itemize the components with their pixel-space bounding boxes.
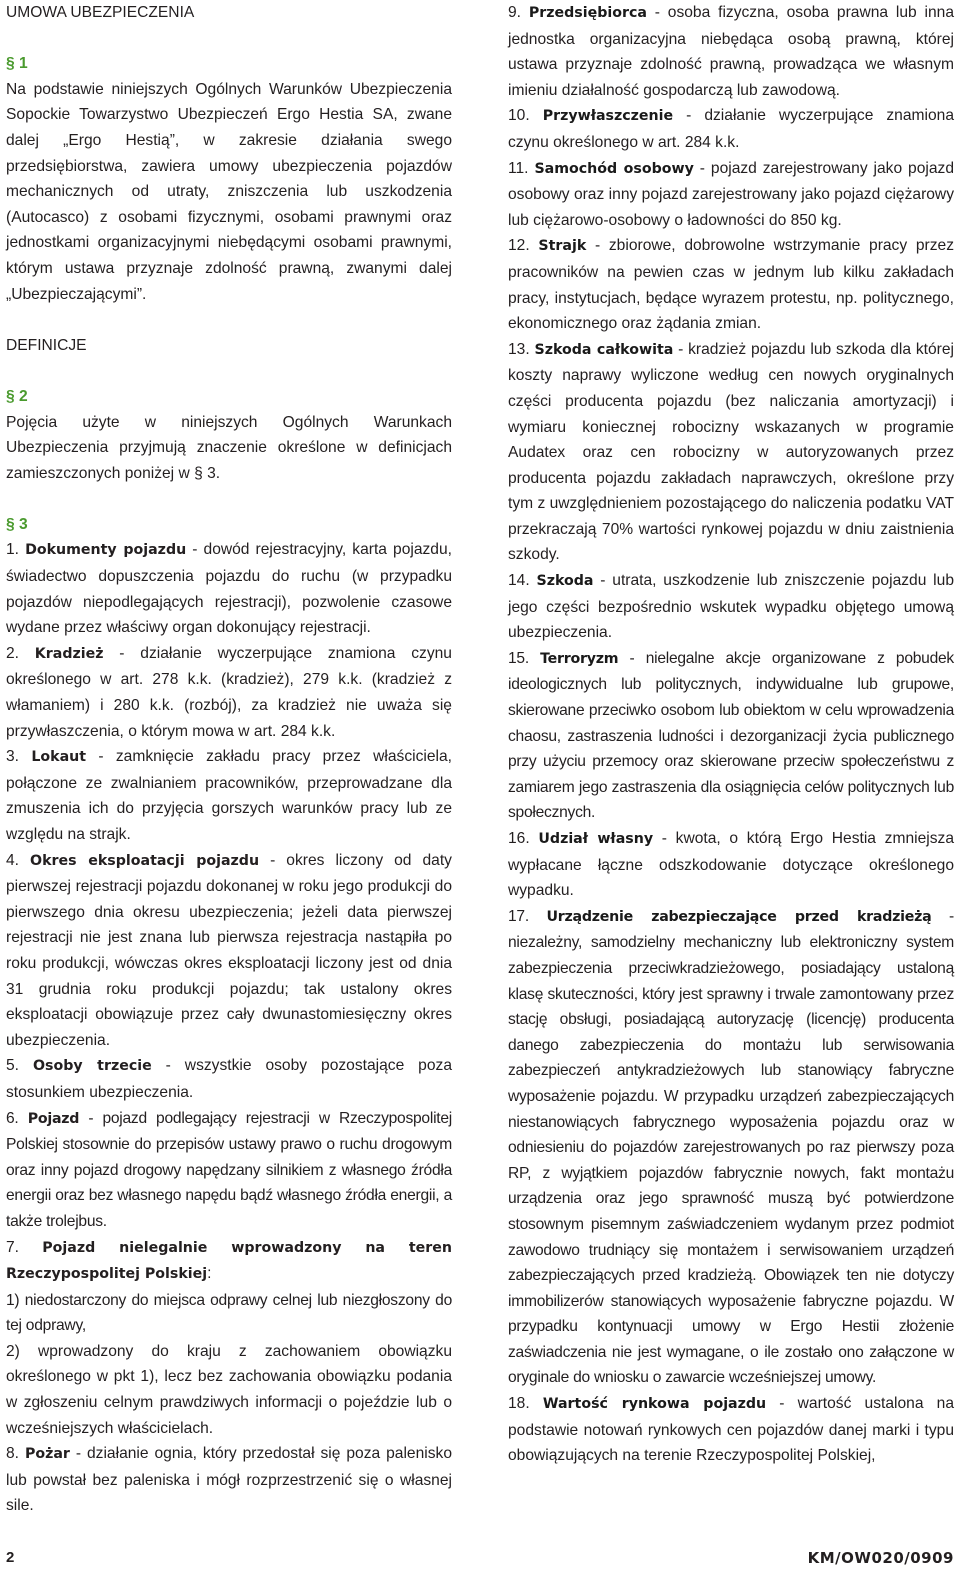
definition-term: Terroryzm	[540, 650, 619, 667]
definition-term: Pożar	[24, 1446, 70, 1463]
definition-item: 10. Przywłaszczenie - działanie wyczerpujące znamiona czynu określonego w art. 284 k.k.	[508, 107, 954, 151]
definition-item: 9. Przedsiębiorca - osoba fizyczna, osoba prawna lub inna jednostka organizacyjna niebędąca osobą prawną, której ustawa przyznaje zdolność prawną, prowadząca we własnym imieniu działalność gospodarczą lub zawodową.	[508, 4, 954, 99]
left-column	[6, 0, 452, 1519]
definition-term: Szkoda całkowita	[534, 341, 674, 358]
definition-term: Wartość rynkowa pojazdu	[542, 1396, 767, 1413]
definition-term: Pojazd	[27, 1110, 80, 1127]
definition-item: 6. Pojazd - pojazd podlegający rejestracji w Rzeczypospolitej Polskiej stosownie do przepisów ustawy prawo o ruchu drogowym oraz inny pojazd drogowy napędzany silnikiem z własnego źródła energii oraz bez własnego napędu bądź własnego źródła energii, a także trolejbus.	[6, 1109, 453, 1230]
definition-item: 18. Wartość rynkowa pojazdu - wartość ustalona na podstawie notowań rynkowych cen pojazdów danej marki i typu obowiązujących na terenie Rzeczypospolitej Polskiej,	[508, 1395, 954, 1465]
definition-item: 7. Pojazd nielegalnie wprowadzony na teren Rzeczypospolitej Polskiej:	[6, 1238, 452, 1283]
section-3-mark: § 3	[6, 515, 28, 533]
definition-item: 15. Terroryzm - nielegalne akcje organizowane z pobudek ideologicznych lub politycznych, indywidualne lub grupowe, skierowane przeciwko osobom lub obiektom w celu wprowadzenia chaosu, zastraszenia ludności i dezorganizacji życia publicznego przy użyciu przemocy oraz skierowane przeciw społeczeństwu z zamiarem jego zastraszenia dla osiągnięcia celów politycznych lub społecznych.	[508, 649, 954, 822]
definition-term: Samochód osobowy	[534, 160, 694, 177]
document-title: UMOWA UBEZPIECZENIA	[6, 4, 195, 21]
right-column	[508, 0, 954, 1469]
definition-subitem: 2) wprowadzony do kraju z zachowaniem obowiązku określonego w pkt 1), lecz bez zachowania obowiązku podania w zgłoszeniu celnym prawdziwych informacji o pojeździe lub o wcześniejszych właścicielach.	[6, 1342, 452, 1437]
definition-item: 12. Strajk - zbiorowe, dobrowolne wstrzymanie pracy przez pracowników na pewien czas w jednym lub kilku zakładach pracy, instytucjach, będące wyrazem protestu, np. politycznego, ekonomicznego oraz żądania zmian.	[508, 237, 954, 333]
page-number: 2	[6, 1549, 15, 1566]
definition-item: 4. Okres eksploatacji pojazdu - okres liczony od daty pierwszej rejestracji pojazdu dokonanej w roku jego produkcji do pierwszego dnia okresu ubezpieczenia; jeżeli data pierwszej rejestracji nie jest znana lub pierwsza rejestracja nastąpiła po roku produkcji, wówczas okres eksploatacji liczony jest od dnia 31 grudnia roku produkcji pojazdu; tak ustalony okres eksploatacji obowiązuje przez cały dwunastomiesięczny okres ubezpieczenia.	[6, 851, 452, 1049]
definition-term: Kradzież	[34, 645, 104, 662]
definition-term: Urządzenie zabezpieczające przed kradzieżą	[546, 908, 932, 925]
definition-item: 5. Osoby trzecie - wszystkie osoby pozostające poza stosunkiem ubezpieczenia.	[6, 1057, 452, 1101]
definition-term: Strajk	[538, 238, 587, 255]
definition-term: Pojazd nielegalnie wprowadzony na teren Rzeczypospolitej Polskiej	[6, 1239, 452, 1283]
definition-item: 1. Dokumenty pojazdu - dowód rejestracyjny, karta pojazdu, świadectwo dopuszczenia pojazdu do ruchu (w przypadku pojazdów niepodlegających rejestracji), pozwolenie czasowe wydane przez właściwy organ dokonujący rejestracji.	[6, 541, 452, 637]
definition-item: 13. Szkoda całkowita - kradzież pojazdu lub szkoda dla której koszty naprawy wyliczone według cen nowych oryginalnych części producenta pojazdu (bez naliczania amortyzacji) i wymiaru koniecznej robocizny wskazanych w programie Audatex oraz cen robocizny w autoryzowanych przez producenta pojazdu zakładach naprawczych, określone przy tym z uwzględnieniem pozostającego do naliczenia podatku VAT przekraczają 70% wartości rynkowej pojazdu w dniu zaistnienia szkody.	[508, 340, 954, 564]
definition-item: 3. Lokaut - zamknięcie zakładu pracy przez właściciela, połączone ze zwalnianiem pracowników, przeprowadzane dla zmuszenia ich do przyjęcia gorszych warunków pracy lub ze względu na strajk.	[6, 748, 452, 843]
definition-item: 17. Urządzenie zabezpieczające przed kradzieżą - niezależny, samodzielny mechaniczny lub elektroniczny system zabezpieczenia przeciwkradzieżowego, posiadający ustaloną klasę skuteczności, który jest sprawny i trwale zamontowany przez stację obsługi, posiadającą autoryzację (licencję) producenta danego zabezpieczenia do montażu lub serwisowania zabezpieczeń antykradzieżowych lub stanowiący fabryczne wyposażenie pojazdu. W przypadku urządzeń zabezpieczających niestanowiących fabrycznego wyposażenia pojazdu oraz w odniesieniu do pojazdów zarejestrowanych po raz pierwszy poza RP, z wyjątkiem pojazdów fabrycznie nowych, fakt montażu urządzenia oraz jego sprawność muszą być potwierdzone stosownym pisemnym zaświadczeniem wydanym przez podmiot zawodowo trudniący się montażem i serwisowaniem urządzeń zabezpieczających przed kradzieżą. Obowiązek ten nie dotyczy immobilizerów stanowiących wyposażenie fabryczne pojazdu. W przypadku kontynuacji umowy w Ergo Hestii złożenie zaświadczenia nie jest wymagane, o ile zostało ono załączone w oryginale do wniosku o zawarcie wcześniejszej umowy.	[508, 907, 954, 1387]
section-1-mark: § 1	[6, 55, 28, 73]
section-2-text: Pojęcia użyte w niniejszych Ogólnych Warunkach Ubezpieczenia przyjmują znaczenie określone w definicjach zamieszczonych poniżej w § 3.	[6, 413, 452, 482]
definition-item: 16. Udział własny - kwota, o którą Ergo Hestia zmniejsza wypłacane łączne odszkodowanie dotyczące określonego wypadku.	[508, 830, 954, 900]
definition-term: Dokumenty pojazdu	[25, 542, 187, 559]
definition-term: Przywłaszczenie	[542, 108, 674, 125]
definition-term: Przedsiębiorca	[528, 5, 647, 21]
section-2-mark: § 2	[6, 387, 28, 405]
definition-term: Szkoda	[536, 573, 594, 590]
definition-term: Osoby trzecie	[32, 1058, 152, 1075]
definitions-heading: DEFINICJE	[6, 336, 87, 354]
definition-subitem: 1) niedostarczony do miejsca odprawy celnej lub niezgłoszony do tej odprawy,	[6, 1291, 452, 1335]
definition-term: Lokaut	[31, 749, 87, 766]
definition-item: 11. Samochód osobowy - pojazd zarejestrowany jako pojazd osobowy oraz inny pojazd zarejestrowany jako pojazd ciężarowy lub ciężarowo-osobowy o ładowności do 850 kg.	[508, 159, 954, 229]
definition-item: 8. Pożar - działanie ognia, który przedostał się poza palenisko lub powstał bez paleniska i mógł rozprzestrzenić się o własnej sile.	[6, 1445, 452, 1515]
section-1-text: Na podstawie niniejszych Ogólnych Warunków Ubezpieczenia Sopockie Towarzystwo Ubezpieczeń Ergo Hestia SA, zwane dalej „Ergo Hestią”, w zakresie działania swego przedsiębiorstwa, zawiera umowy ubezpieczenia pojazdów mechanicznych od utraty, zniszczenia lub uszkodzenia (Autocasco) z osobami fizycznymi, osobami prawnymi oraz jednostkami organizacyjnymi niebędącymi osobami prawnymi, którym ustawa przyznaje zdolność prawną, zwanymi dalej „Ubezpieczającymi”.	[6, 80, 452, 303]
definition-item: 14. Szkoda - utrata, uszkodzenie lub zniszczenie pojazdu lub jego części bezpośrednio wskutek wypadku objętego umową ubezpieczenia.	[508, 572, 954, 642]
document-code: KM/OW020/0909	[807, 1549, 954, 1567]
definition-term: Okres eksploatacji pojazdu	[30, 852, 260, 869]
definition-term: Udział własny	[538, 831, 654, 847]
definition-item: 2. Kradzież - działanie wyczerpujące znamiona czynu określonego w art. 278 k.k. (kradzież), 279 k.k. (kradzież z włamaniem) i 280 k.k. (rozbój), za kradzież nie uważa się przywłaszczenia, o którym mowa w art. 284 k.k.	[6, 644, 452, 740]
